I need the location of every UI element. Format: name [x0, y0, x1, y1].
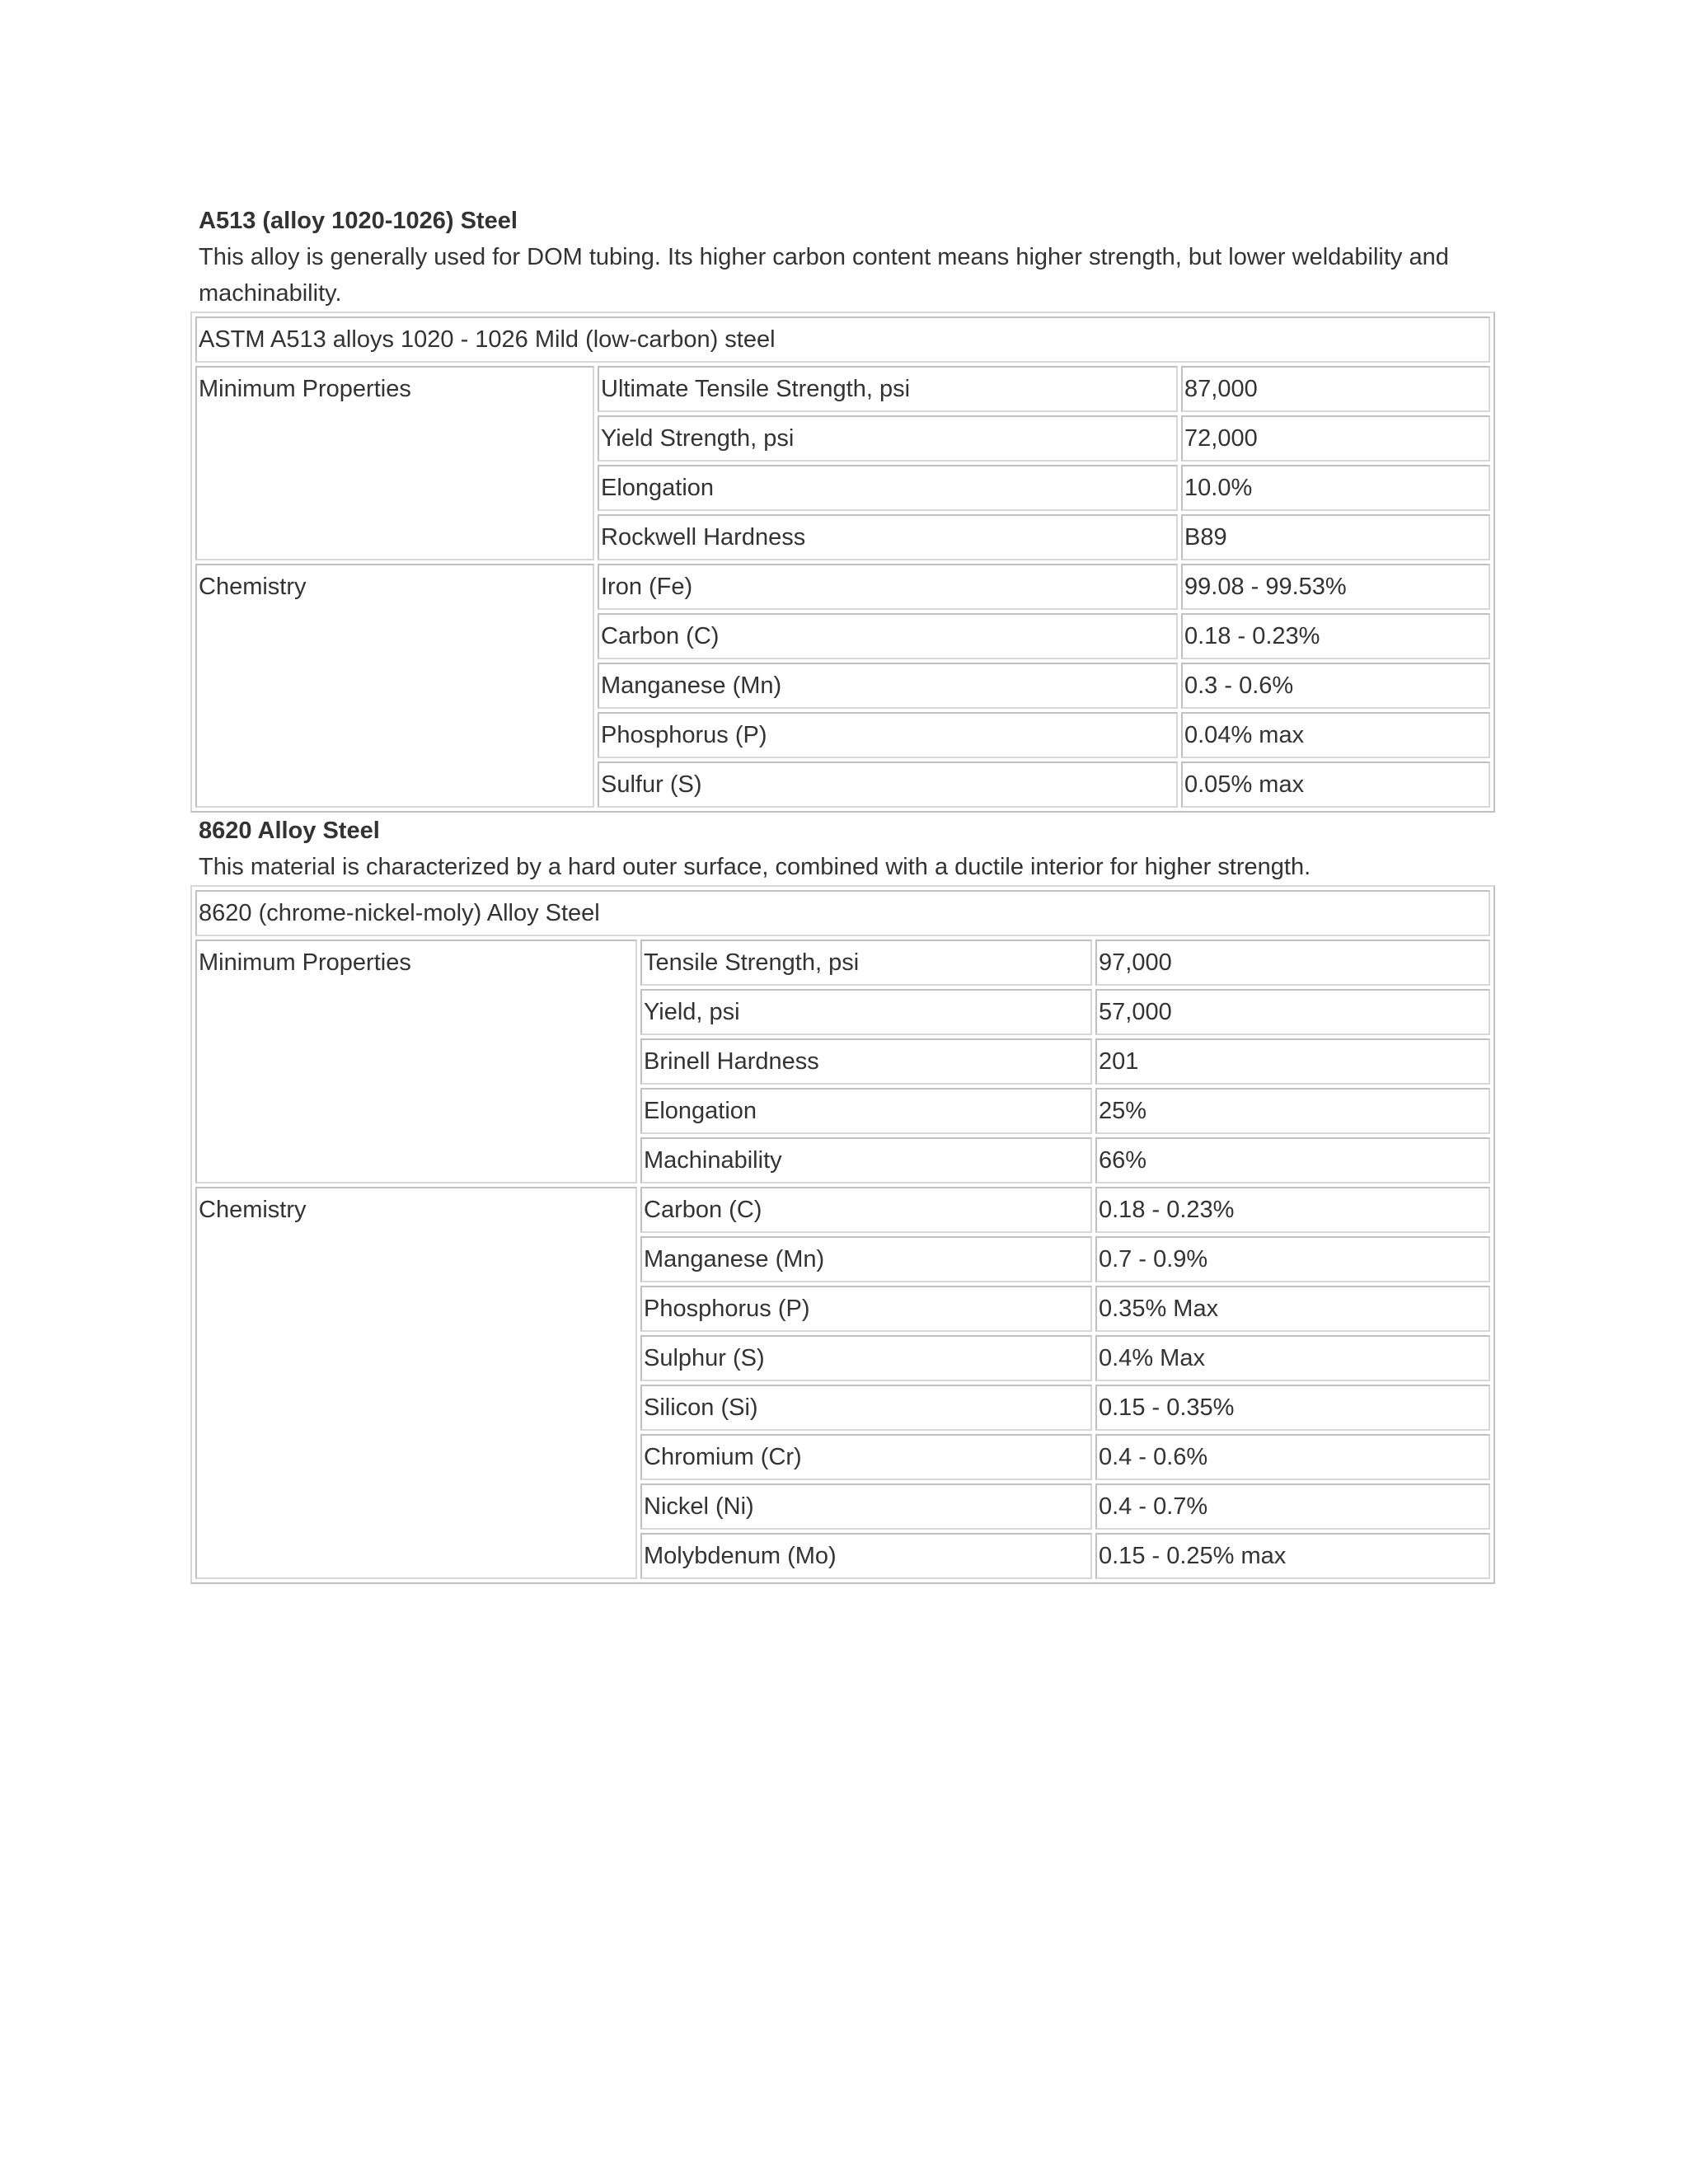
- group-label-minimum-properties: Minimum Properties: [195, 940, 637, 1183]
- property-cell: Carbon (C): [598, 613, 1178, 659]
- property-cell: Carbon (C): [640, 1187, 1092, 1233]
- property-cell: Sulphur (S): [640, 1335, 1092, 1381]
- property-cell: Silicon (Si): [640, 1385, 1092, 1431]
- property-cell: Elongation: [640, 1088, 1092, 1134]
- property-cell: Iron (Fe): [598, 564, 1178, 610]
- value-cell: 0.4 - 0.6%: [1095, 1434, 1490, 1480]
- table-caption-row: [195, 316, 1490, 363]
- value-cell: 87,000: [1181, 366, 1490, 412]
- value-cell: 0.4% Max: [1095, 1335, 1490, 1381]
- section-description-a513: This alloy is generally used for DOM tubing. Its higher carbon content means higher strength, but lower weldability and machinability.: [199, 244, 1449, 307]
- property-cell: Manganese (Mn): [598, 663, 1178, 709]
- value-cell: 0.3 - 0.6%: [1181, 663, 1490, 709]
- property-cell: Manganese (Mn): [640, 1236, 1092, 1282]
- table-caption: 8620 (chrome-nickel-moly) Alloy Steel: [195, 890, 1490, 936]
- table-row: [195, 564, 1490, 610]
- value-cell: 57,000: [1095, 989, 1490, 1035]
- value-cell: 66%: [1095, 1137, 1490, 1183]
- property-cell: Yield, psi: [640, 989, 1092, 1035]
- value-cell: 72,000: [1181, 415, 1490, 462]
- value-cell: 0.4 - 0.7%: [1095, 1483, 1490, 1530]
- value-cell: 99.08 - 99.53%: [1181, 564, 1490, 610]
- property-cell: Rockwell Hardness: [598, 514, 1178, 560]
- value-cell: 0.15 - 0.25% max: [1095, 1533, 1490, 1579]
- value-cell: 0.04% max: [1181, 712, 1490, 758]
- section-title-a513: A513 (alloy 1020-1026) Steel: [199, 208, 518, 234]
- property-cell: Nickel (Ni): [640, 1483, 1092, 1530]
- value-cell: 0.18 - 0.23%: [1095, 1187, 1490, 1233]
- value-cell: 201: [1095, 1038, 1490, 1085]
- value-cell: 10.0%: [1181, 465, 1490, 511]
- document-page: [190, 203, 1495, 1584]
- table-caption: ASTM A513 alloys 1020 - 1026 Mild (low-carbon) steel: [195, 316, 1490, 363]
- table-caption-row: [195, 890, 1490, 936]
- property-cell: Elongation: [598, 465, 1178, 511]
- table-row: [195, 366, 1490, 412]
- value-cell: 25%: [1095, 1088, 1490, 1134]
- property-cell: Yield Strength, psi: [598, 415, 1178, 462]
- table-row: [195, 940, 1490, 986]
- property-cell: Brinell Hardness: [640, 1038, 1092, 1085]
- property-cell: Ultimate Tensile Strength, psi: [598, 366, 1178, 412]
- section-title-8620: 8620 Alloy Steel: [199, 818, 380, 844]
- property-cell: Phosphorus (P): [598, 712, 1178, 758]
- value-cell: 0.05% max: [1181, 762, 1490, 808]
- property-cell: Phosphorus (P): [640, 1286, 1092, 1332]
- group-label-chemistry: Chemistry: [195, 564, 594, 808]
- property-cell: Machinability: [640, 1137, 1092, 1183]
- property-cell: Molybdenum (Mo): [640, 1533, 1092, 1579]
- value-cell: 0.35% Max: [1095, 1286, 1490, 1332]
- value-cell: 97,000: [1095, 940, 1490, 986]
- spec-table-8620: [190, 885, 1495, 1584]
- value-cell: 0.18 - 0.23%: [1181, 613, 1490, 659]
- group-label-minimum-properties: Minimum Properties: [195, 366, 594, 560]
- value-cell: 0.15 - 0.35%: [1095, 1385, 1490, 1431]
- property-cell: Tensile Strength, psi: [640, 940, 1092, 986]
- table-row: [195, 1187, 1490, 1233]
- value-cell: 0.7 - 0.9%: [1095, 1236, 1490, 1282]
- spec-table-a513: [190, 312, 1495, 813]
- value-cell: B89: [1181, 514, 1490, 560]
- property-cell: Chromium (Cr): [640, 1434, 1092, 1480]
- property-cell: Sulfur (S): [598, 762, 1178, 808]
- section-description-8620: This material is characterized by a hard outer surface, combined with a ductile interior for higher strength.: [199, 854, 1311, 880]
- group-label-chemistry: Chemistry: [195, 1187, 637, 1579]
